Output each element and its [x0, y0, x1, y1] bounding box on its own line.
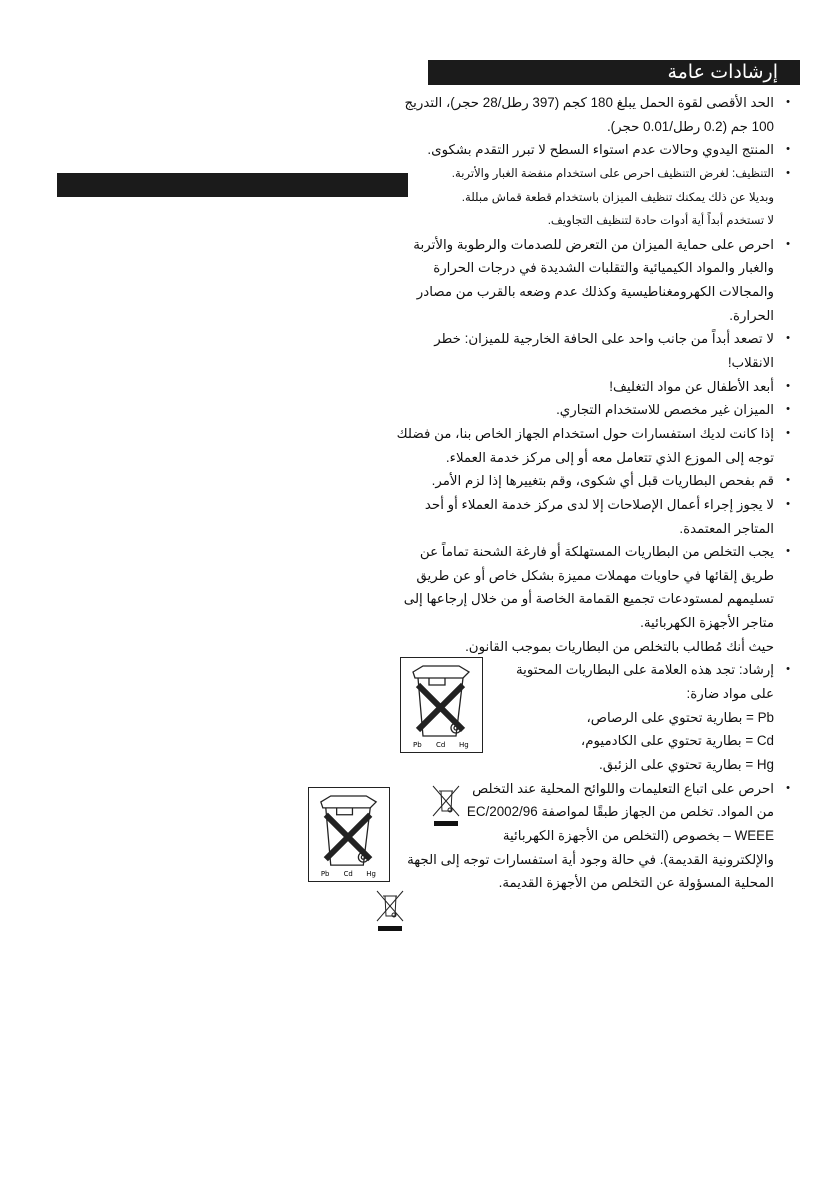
bullet-item-continuation — [420, 186, 792, 210]
bullet-icon: • — [786, 497, 790, 510]
bullet-item — [420, 540, 792, 564]
bullet-text: WEEE – بخصوص (التخلص من الأجهزة الكهربائية — [502, 827, 774, 843]
bullet-item-continuation — [407, 848, 792, 872]
bullet-text: الحرارة. — [729, 307, 774, 323]
pb-label: Pb — [413, 741, 422, 749]
bullet-icon: • — [786, 166, 790, 179]
bullet-icon: • — [786, 781, 790, 794]
bullet-item-continuation — [420, 871, 792, 895]
battery-disposal-icon-left — [308, 787, 390, 882]
bullet-icon: • — [786, 403, 790, 416]
bullet-icon: • — [786, 237, 790, 250]
bullet-item-continuation — [420, 351, 792, 375]
bullet-icon: • — [786, 663, 790, 676]
instructions-list — [396, 91, 792, 895]
bullet-icon: • — [786, 545, 790, 558]
bullet-text: متاجر الأجهزة الكهربائية. — [640, 615, 774, 631]
bullet-icon: • — [786, 143, 790, 156]
bullet-text: Cd = بطارية تحتوي على الكادميوم، — [580, 733, 774, 749]
bullet-text: والإلكترونية القديمة). في حالة وجود أية استفسارات توجه إلى الجهة — [407, 851, 774, 867]
bullet-item-continuation — [420, 115, 792, 139]
bullet-text: حيث أنك مُطالب بالتخلص من البطاريات بموجب القانون. — [465, 638, 774, 654]
bullet-item — [420, 138, 792, 162]
bullet-item — [413, 233, 792, 257]
section-title: إرشادات عامة — [667, 62, 778, 83]
weee-crossed-bin-icon — [430, 783, 462, 828]
weee-crossed-bin-icon-left — [374, 888, 406, 933]
cd-label: Cd — [343, 869, 353, 878]
bullet-item — [420, 327, 792, 351]
bullet-text: لا تصعد أبداً من جانب واحد على الحافة الخارجية للميزان: خطر — [434, 331, 774, 347]
bullet-item-continuation — [420, 800, 792, 824]
bullet-text: لا تستخدم أبداً أية أدوات حادة لتنظيف التجاويف. — [547, 214, 774, 228]
bullet-text: إذا كانت لديك استفسارات حول استخدام الجهاز الخاص بنا، من فضلك — [396, 425, 774, 441]
bullet-text: الانقلاب! — [727, 355, 774, 371]
bullet-item — [420, 162, 792, 186]
bullet-text: وبديلا عن ذلك يمكنك تنظيف الميزان باستخدام قطعة قماش مبللة. — [461, 190, 774, 204]
bullet-item — [420, 777, 792, 801]
bullet-item — [404, 91, 792, 115]
bullet-text: والمجالات الكهرومغناطيسية وكذلك عدم وضعه بالقرب من مصادر — [416, 284, 774, 300]
bullet-text: احرص على اتباع التعليمات واللوائح المحلية عند التخلص — [472, 780, 774, 796]
bullet-item-continuation — [416, 564, 792, 588]
bullet-text: احرص على حماية الميزان من التعرض للصدمات والرطوبة والأتربة — [413, 236, 774, 252]
bullet-icon: • — [786, 332, 790, 345]
bullet-item — [420, 398, 792, 422]
bullet-text: الحد الأقصى لقوة الحمل يبلغ 180 كجم (397 رطل/28 حجر)، التدريج — [404, 95, 774, 110]
bullet-icon: • — [786, 379, 790, 392]
hg-label: Hg — [459, 741, 469, 749]
bullet-text: إرشاد: تجد هذه العلامة على البطاريات المحتوية — [515, 662, 774, 678]
bullet-text: أبعد الأطفال عن مواد التغليف! — [609, 378, 774, 394]
bullet-text: الميزان غير مخصص للاستخدام التجاري. — [556, 402, 774, 418]
bullet-text: المنتج اليدوي وحالات عدم استواء السطح لا تبرر التقدم بشكوى. — [427, 142, 774, 158]
bullet-text: والغبار والمواد الكيميائية والتقلبات الشديدة في درجات الحرارة — [433, 260, 774, 276]
bullet-item-continuation — [416, 280, 792, 304]
bullet-item-continuation — [420, 753, 792, 777]
cd-label: Cd — [436, 741, 446, 749]
hg-label: Hg — [366, 869, 376, 878]
bullet-item-continuation — [420, 635, 792, 659]
bullet-item — [420, 375, 792, 399]
bullet-icon: • — [786, 96, 790, 108]
bullet-text: طريق إلقائها في حاويات مهملات مميزة بشكل خاص أو عن طريق — [416, 567, 774, 583]
bullet-text: توجه إلى الموزع الذي تتعامل معه أو إلى مركز خدمة العملاء. — [445, 449, 774, 465]
bullet-item — [396, 422, 792, 446]
bullet-text: Hg = بطارية تحتوي على الزئبق. — [599, 756, 774, 772]
bullet-item — [420, 493, 792, 517]
bullet-item-continuation — [420, 209, 792, 233]
section-header — [428, 60, 800, 85]
battery-disposal-icon — [400, 657, 483, 753]
bullet-text: على مواد ضارة: — [686, 686, 774, 702]
bullet-text: لا يجوز إجراء أعمال الإصلاحات إلا لدى مركز خدمة العملاء أو أحد — [424, 496, 774, 512]
bullet-item-continuation — [420, 824, 792, 848]
bullet-text: يجب التخلص من البطاريات المستهلكة أو فارغة الشحنة تماماً عن — [419, 544, 774, 560]
bullet-item-continuation — [420, 256, 792, 280]
pb-label: Pb — [320, 869, 330, 878]
bullet-text: 100 جم (0.2 رطل/0.01 حجر). — [606, 118, 774, 134]
bullet-item-continuation — [420, 304, 792, 328]
bullet-icon: • — [786, 474, 790, 487]
bullet-text: المتاجر المعتمدة. — [679, 520, 774, 536]
bullet-text: التنظيف: لغرض التنظيف احرص على استخدام منفضة الغبار والأتربة. — [451, 166, 774, 180]
bullet-text: قم بفحص البطاريات قبل أي شكوى، وقم بتغييرها إذا لزم الأمر. — [431, 473, 774, 489]
bullet-icon: • — [786, 426, 790, 439]
bullet-item-continuation — [420, 446, 792, 470]
bullet-text: تسليمهم لمستودعات تجميع القمامة الخاصة أو من خلال إرجاعها إلى — [403, 591, 774, 607]
bullet-item-continuation — [403, 587, 792, 611]
bullet-item-continuation — [420, 611, 792, 635]
bullet-text: من المواد. تخلص من الجهاز طبقًا لمواصفة 2002/96/EC — [466, 804, 774, 820]
section-header-bar-left — [57, 173, 408, 197]
bullet-text: Pb = بطارية تحتوي على الرصاص، — [586, 709, 774, 725]
bullet-item — [420, 469, 792, 493]
bullet-text: المحلية المسؤولة عن التخلص من الأجهزة القديمة. — [498, 875, 774, 891]
bullet-item-continuation — [420, 517, 792, 541]
